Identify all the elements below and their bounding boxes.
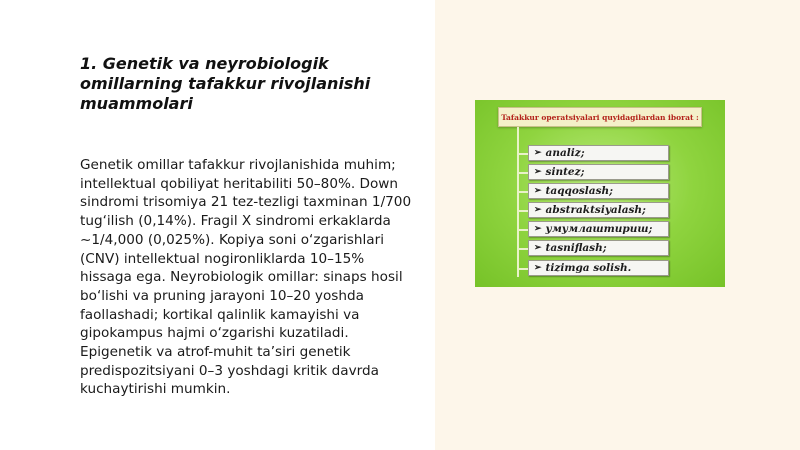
list-item-label: tasniflash; bbox=[545, 242, 607, 254]
list-item-label: умумлаштириш; bbox=[545, 223, 653, 235]
list-item-label: analiz; bbox=[545, 147, 585, 159]
list-item-label: sintez; bbox=[545, 166, 585, 178]
arrow-icon: ➢ bbox=[534, 205, 542, 215]
list-item-label: abstraktsiyalash; bbox=[545, 204, 646, 216]
list-item bbox=[528, 164, 669, 180]
arrow-icon: ➢ bbox=[534, 186, 542, 196]
list-item bbox=[528, 240, 669, 256]
list-item bbox=[528, 183, 669, 199]
connector-line bbox=[517, 127, 519, 277]
arrow-icon: ➢ bbox=[534, 148, 542, 158]
slide-title: 1. Genetik va neyrobiologik omillarning tafakkur rivojlanishi muammolari bbox=[80, 54, 371, 113]
arrow-icon: ➢ bbox=[534, 243, 542, 253]
list-item bbox=[528, 145, 669, 161]
arrow-icon: ➢ bbox=[534, 263, 542, 273]
list-item-label: taqqoslash; bbox=[545, 185, 614, 197]
list-item-label: tizimga solish. bbox=[545, 262, 632, 274]
list-item bbox=[528, 221, 669, 237]
slide-body-text: Genetik omillar tafakkur rivojlanishida muhim; intellektual qobiliyat heritabiliti 50–80%. Down sindromi trisomiya 21 tez-tezligi taxminan 1/700 tug‘ilish (0,14%). Fragil X sindromi erkaklarda ~1/4,000 (0,025%). Kopiya soni o‘zgarishlari (CNV) intellektual nogironliklarda 10–15% hissaga ega. Neyrobiologik omillar: sinaps hosil bo‘lishi va pruning jarayoni 10–20 yoshda faollashadi; kortikal qalinlik kamayishi va gipokampus hajmi o‘zgarishi kuzatiladi. Epigenetik va atrof-muhit ta’siri genetik predispozitsiyani 0–3 yoshdagi kritik davrda kuchaytirishi mumkin. bbox=[80, 157, 412, 398]
arrow-icon: ➢ bbox=[534, 167, 542, 177]
thinking-operations-graphic bbox=[475, 100, 725, 287]
list-item bbox=[528, 260, 669, 276]
arrow-icon: ➢ bbox=[534, 224, 542, 234]
graphic-header: Tafakkur operatsiyalari quyidagilardan iborat : bbox=[498, 107, 702, 127]
list-item bbox=[528, 202, 669, 218]
